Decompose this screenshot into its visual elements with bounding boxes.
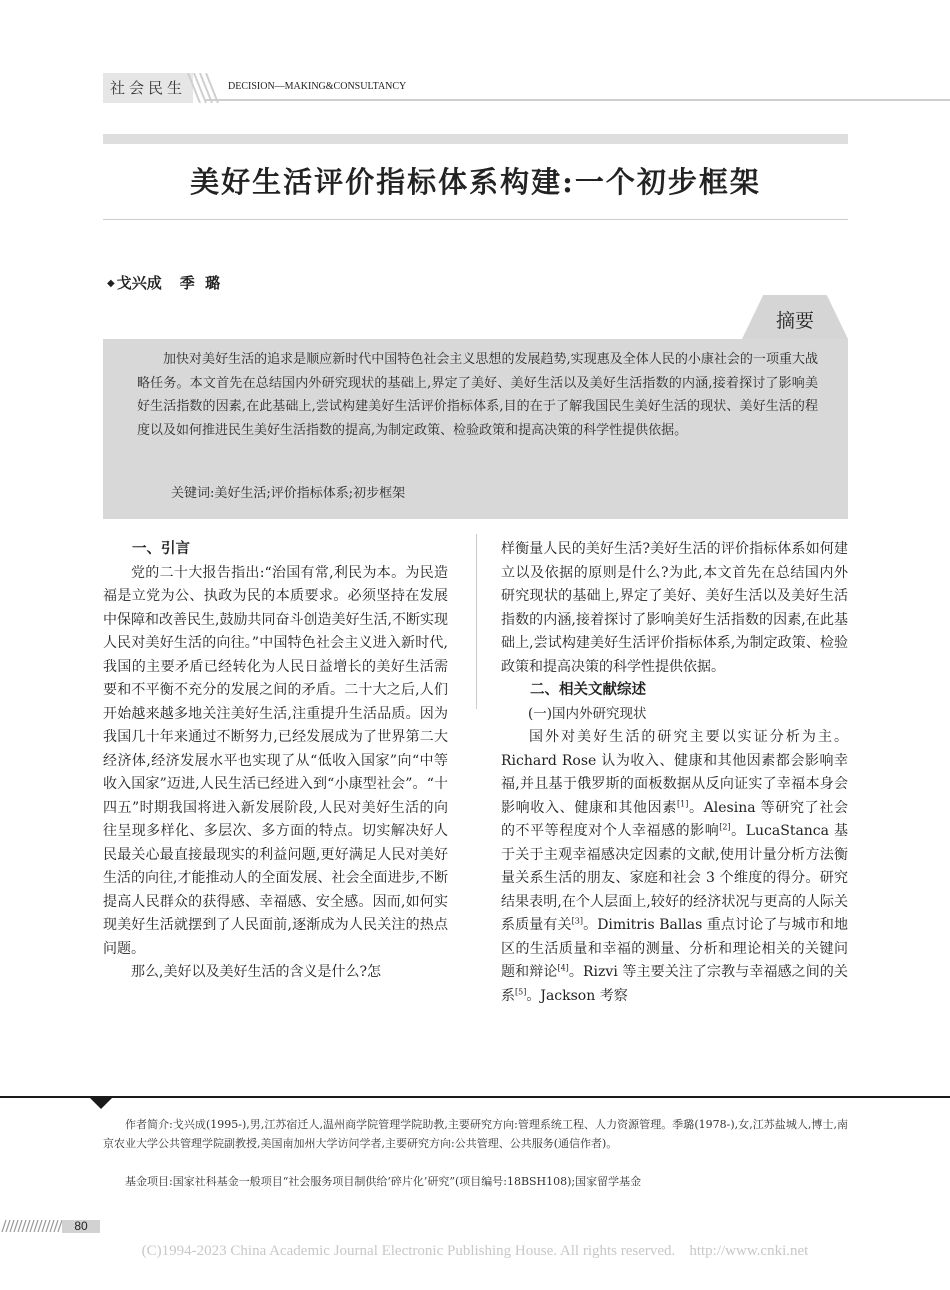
paragraph: 样衡量人民的美好生活?美好生活的评价指标体系如何建立以及依据的原则是什么?为此,本文首先在总结国内外研究现状的基础上,界定了美好、美好生活以及美好生活指数的内涵,接着探讨了影响美好生活指数的因素,在此基础上,尝试构建美好生活评价指标体系,为制定政策、检验政策和提高决策的科学性提供依据。 bbox=[501, 541, 848, 675]
title-rule bbox=[103, 219, 848, 220]
copyright-line bbox=[0, 1243, 950, 1260]
footnote-rule bbox=[0, 1096, 950, 1098]
right-column bbox=[501, 538, 848, 1008]
text-run: 国外对美好生活的研究主要以实证分析为主。Richard Rose 认为收入、健康和其他因素都会影响幸福,并且基于俄罗斯的面板数据从反向证实了幸福本身会影响收入、健康和其他因素 bbox=[501, 729, 848, 816]
paragraph bbox=[501, 726, 848, 1008]
section-heading: 二、相关文献综述 bbox=[530, 682, 646, 698]
text-run: 。Jackson 考察 bbox=[526, 987, 628, 1004]
left-column bbox=[103, 538, 448, 985]
abstract-text: 加快对美好生活的追求是顺应新时代中国特色社会主义思想的发展趋势,实现惠及全体人民的小康社会的一项重大战略任务。本文首先在总结国内外研究现状的基础上,界定了美好、美好生活以及美好生活指数的内涵,接着探讨了影响美好生活指数的因素,在此基础上,尝试构建美好生活评价指标体系,目的在于了解我国民生美好生活的现状、美好生活的程度以及如何推进民生美好生活指数的提高,为制定政策、检验政策和提高决策的科学性提供依据。 bbox=[137, 352, 818, 438]
author-bio: 作者简介:戈兴成(1995-),男,江苏宿迁人,温州商学院管理学院助教,主要研究方向:管理系统工程、人力资源管理。季璐(1978-),女,江苏盐城人,博士,南京农业大学公共管理学院副教授,美国南加州大学访问学者,主要研究方向:公共管理、公共服务(通信作者)。 bbox=[103, 1118, 848, 1150]
reference-mark: [3] bbox=[571, 916, 583, 926]
author-name: 季 璐 bbox=[179, 274, 221, 292]
cnki-link[interactable]: http://www.cnki.net bbox=[689, 1243, 809, 1259]
text-run: 。LucaStanca 基于关于主观幸福感决定因素的文献,使用计量分析方法衡量关系生活的朋友、家庭和社会 3 个维度的得分。研究结果表明,在个人层面上,较好的经济状况与更高的人际关系质量有关 bbox=[501, 823, 848, 933]
header-bar bbox=[103, 134, 848, 144]
reference-mark: [4] bbox=[557, 963, 569, 973]
diamond-bullet-icon: ◆ bbox=[107, 278, 115, 289]
copyright-text: (C)1994-2023 China Academic Journal Electronic Publishing House. All rights reserved. bbox=[141, 1243, 676, 1259]
paragraph: 党的二十大报告指出:“治国有常,利民为本。为民造福是立党为公、执政为民的本质要求。必须坚持在发展中保障和改善民生,鼓励共同奋斗创造美好生活,不断实现人民对美好生活的向往。”中国特色社会主义进入新时代,我国的主要矛盾已经转化为人民日益增长的美好生活需要和不平衡不充分的发展之间的矛盾。二十大之后,人们开始越来越多地关注美好生活,注重提升生活品质。因为我国几十年来通过不断努力,已经发展成为了世界第二大经济体,经济发展水平也实现了从“低收入国家”向“中等收入国家”迈进,人民生活已经进入到“小康型社会”。“十四五”时期我国将进入新发展阶段,人民对美好生活的向往呈现多样化、多层次、多方面的特点。切实解决好人民最关心最直接最现实的利益问题,更好满足人民对美好生活的向往,才能推动人的全面发展、社会全面进步,不断提高人民群众的获得感、幸福感、安全感。因而,如何实现美好生活就摆到了人民面前,逐渐成为人民关注的热点问题。 bbox=[103, 564, 448, 957]
page-stripes bbox=[0, 1220, 62, 1232]
paragraph: 那么,美好以及美好生活的含义是什么?怎 bbox=[131, 964, 381, 980]
journal-name: DECISION—MAKING&CONSULTANCY bbox=[228, 81, 407, 92]
column-divider bbox=[476, 534, 477, 709]
footnote-triangle-icon bbox=[89, 1097, 113, 1109]
fund-note: 基金项目:国家社科基金一般项目“社会服务项目制供给‘碎片化’研究”(项目编号:18BSH108);国家留学基金 bbox=[125, 1175, 642, 1188]
subsection-heading: (一)国内外研究现状 bbox=[528, 705, 647, 722]
author-line bbox=[107, 272, 220, 293]
keywords: 关键词:美好生活;评价指标体系;初步框架 bbox=[171, 486, 406, 501]
author-name: 戈兴成 bbox=[116, 274, 162, 292]
article-title: 美好生活评价指标体系构建:一个初步框架 bbox=[190, 165, 761, 199]
reference-mark: [2] bbox=[719, 822, 731, 832]
text-run: 。Rizvi 等主要关注了宗教与幸福感之间的关系 bbox=[501, 964, 849, 1004]
text-run: 。Dimitris Ballas 重点讨论了与城市和地区的生活质量和幸福的测量、分析和理论相关的关键问题和辩论 bbox=[501, 917, 848, 980]
text-run: 。Alesina 等研究了社会的不平等程度对个人幸福感的影响 bbox=[501, 799, 848, 839]
abstract-label: 摘要 bbox=[775, 310, 814, 332]
section-label: 社会民生 bbox=[110, 79, 187, 97]
header-rule bbox=[206, 99, 950, 101]
reference-mark: [5] bbox=[515, 986, 527, 996]
reference-mark: [1] bbox=[676, 798, 689, 808]
section-heading: 一、引言 bbox=[132, 541, 190, 557]
page-number: 80 bbox=[74, 1219, 88, 1233]
